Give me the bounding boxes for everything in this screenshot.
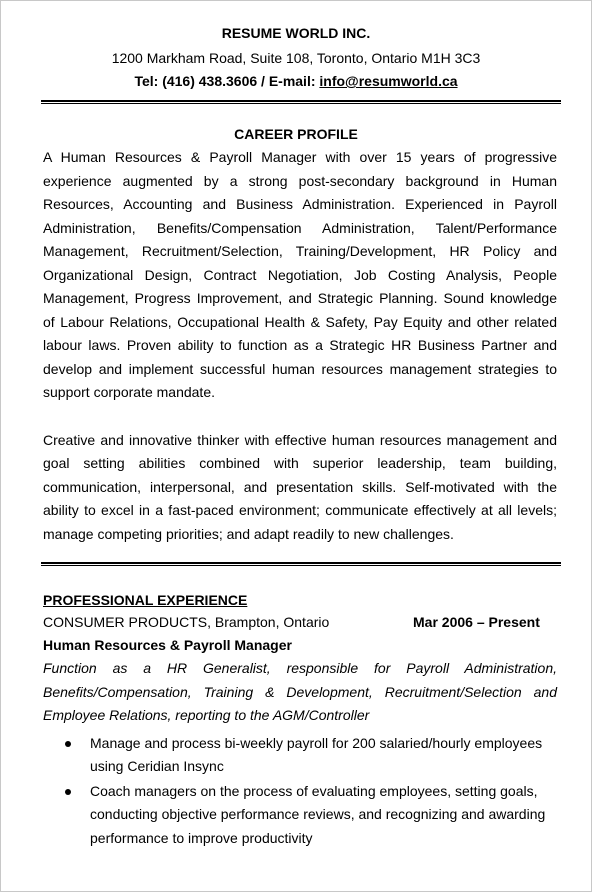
- section-divider: [41, 562, 561, 566]
- job-title: Human Resources & Payroll Manager: [43, 637, 292, 653]
- employment-dates: Mar 2006 – Present: [413, 614, 540, 630]
- company-name: RESUME WORLD INC.: [221, 25, 371, 41]
- career-profile-paragraph-2: Creative and innovative thinker with effective human resources management and goal setting abilities combined with superior leadership, team building, communication, interpersonal, and presentation skills. Self-motivated with the ability to excel in a fast-paced environment; communicate effectively at all levels; manage competing priorities; and adapt readily to new challenges.: [43, 431, 557, 542]
- job-entry: [1, 610, 591, 850]
- list-item: [90, 780, 555, 851]
- phone-text: Tel: (416) 438.3606 / E-mail:: [134, 73, 320, 89]
- list-item: [90, 732, 555, 779]
- bullet-text: Manage and process bi-weekly payroll for 200 salaried/hourly employees using Ceridian Insync: [90, 734, 543, 774]
- company-address: 1200 Markham Road, Suite 108, Toronto, Ontario M1H 3C3: [111, 50, 481, 66]
- career-profile-paragraph-1: A Human Resources & Payroll Manager with over 15 years of progressive experience augmented by a strong post-secondary background in Human Resources, Accounting and Business Administration. Experienced in Payroll Administration, Benefits/Compensation Administration, Talent/Performance Management, Recruitment/Selection, Training/Development, HR Policy and Organizational Design, Contract Negotiation, Job Costing Analysis, People Management, Progress Improvement, and Strategic Planning. Sound knowledge of Labour Relations, Occupational Health & Safety, Pay Equity and other related labour laws. Proven ability to function as a Strategic HR Business Partner and develop and implement successful human resources management strategies to support corporate mandate.: [43, 149, 557, 400]
- bullet-icon: [65, 741, 71, 747]
- bullet-icon: [65, 789, 71, 795]
- job-description: Function as a HR Generalist, responsible for Payroll Administration, Benefits/Compensation, Training & Development, Recruitment/Selection and Employee Relations, reporting to the AGM/Controller: [43, 660, 557, 723]
- contact-line: [1, 70, 591, 92]
- header-divider: [41, 100, 561, 104]
- employer-name: CONSUMER PRODUCTS, Brampton, Ontario: [43, 614, 330, 630]
- email-link[interactable]: info@resumworld.ca: [319, 73, 458, 89]
- bullet-text: Coach managers on the process of evaluating employees, setting goals, conducting objective performance reviews, and recognizing and awarding performance to improve productivity: [90, 782, 546, 846]
- job-bullets: [1, 732, 591, 851]
- resume-header: [1, 1, 591, 92]
- professional-experience-heading: PROFESSIONAL EXPERIENCE: [43, 592, 248, 608]
- employer-row: [43, 610, 591, 634]
- career-profile-heading: CAREER PROFILE: [234, 126, 358, 142]
